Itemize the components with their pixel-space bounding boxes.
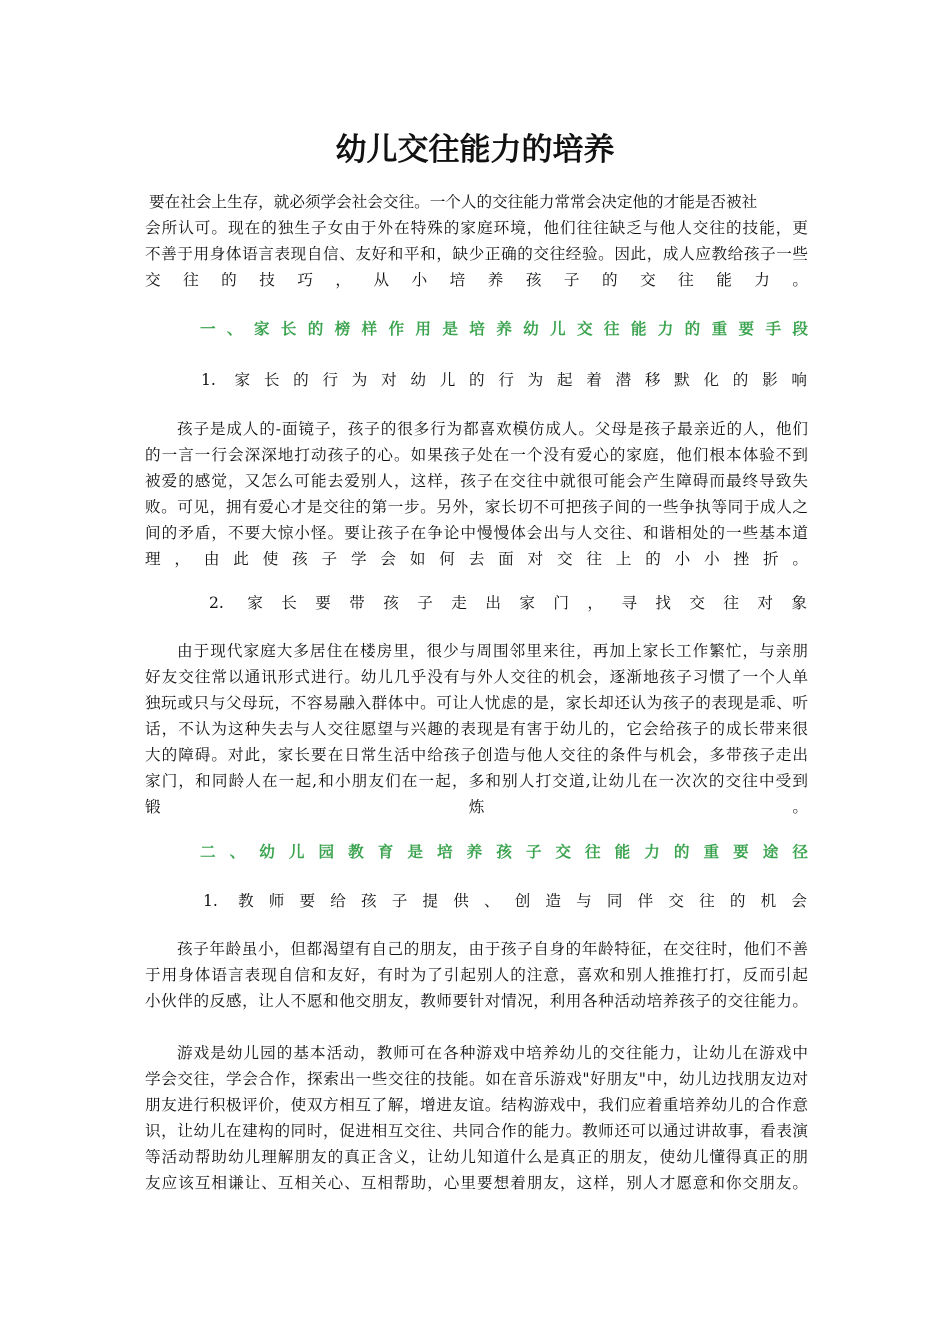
intro-line-2: 会所认可。现在的独生子女由于外在特殊的家庭环境，他们往往缺乏与他人交往的技能，更	[145, 219, 808, 237]
s21-line-3: 小伙伴的反感，让人不愿和他交朋友，教师要针对情况，利用各种活动培养孩子的交往能力。	[145, 992, 808, 1010]
s11-line-1: 孩子是成人的-面镜子，孩子的很多行为都喜欢模仿成人。父母是孩子最亲近的人，他们	[177, 420, 808, 438]
s11-line-5: 间的矛盾，不要大惊小怪。要让孩子在争论中慢慢体会出与人交往、和谐相处的一些基本道	[145, 524, 808, 542]
s21b-line-2: 学会交往，学会合作，探索出一些交往的技能。如在音乐游戏"好朋友"中，幼儿边找朋友边对	[145, 1070, 808, 1088]
s12-line-1: 由于现代家庭大多居住在楼房里，很少与周围邻里来往，再加上家长工作繁忙，与亲朋	[177, 642, 808, 660]
s11-line-6: 理，由此使孩子学会如何去面对交往上的小小挫折。	[145, 550, 808, 568]
s21b-line-5: 等活动帮助幼儿理解朋友的真正含义，让幼儿知道什么是真正的朋友，使幼儿懂得真正的朋	[145, 1148, 808, 1166]
intro-line-3: 不善于用身体语言表现自信、友好和平和，缺少正确的交往经验。因此，成人应教给孩子一些	[145, 245, 808, 263]
section-2-sub-1-body	[145, 936, 808, 1014]
section-2-heading: 二、幼儿园教育是培养孩子交往能力的重要途径	[200, 842, 808, 861]
s11-line-4: 败。可见，拥有爱心才是交往的第一步。另外，家长切不可把孩子间的一些争执等同于成人之	[145, 498, 808, 516]
s12-line-2: 好友交往常以通讯形式进行。幼儿几乎没有与外人交往的机会，逐渐地孩子习惯了一个人单	[145, 668, 808, 686]
section-1-sub-1-body	[145, 416, 808, 572]
s21-line-1: 孩子年龄虽小，但都渴望有自己的朋友，由于孩子自身的年龄特征，在交往时，他们不善	[177, 940, 808, 958]
s11-line-3: 被爱的感觉，又怎么可能去爱别人，这样，孩子在交往中就很可能会产生障碍而最终导致失	[145, 472, 808, 490]
section-1-sub-1-title: 1. 家长的行为对幼儿的行为起着潜移默化的影响	[201, 371, 807, 389]
s12-line-7: 锻炼。	[145, 798, 808, 816]
section-2-sub-1-body-2	[145, 1040, 808, 1196]
section-1-sub-2-body	[145, 638, 808, 820]
s21b-line-4: 识，让幼儿在建构的同时，促进相互交往、共同合作的能力。教师还可以通过讲故事，看表演	[145, 1122, 808, 1140]
section-1-heading: 一、家长的榜样作用是培养幼儿交往能力的重要手段	[200, 319, 808, 338]
section-1-sub-2-title: 2. 家长要带孩子走出家门，寻找交往对象	[209, 594, 807, 612]
s21b-line-1: 游戏是幼儿园的基本活动，教师可在各种游戏中培养幼儿的交往能力，让幼儿在游戏中	[177, 1044, 808, 1062]
s21b-line-6: 友应该互相谦让、互相关心、互相帮助，心里要想着朋友，这样，别人才愿意和你交朋友。	[145, 1174, 808, 1192]
s12-line-3: 独玩或只与父母玩，不容易融入群体中。可让人忧虑的是，家长却还认为孩子的表现是乖、听	[145, 694, 808, 712]
intro-line-4: 交往的技巧，从小培养孩子的交往能力。	[145, 271, 808, 289]
s11-line-2: 的一言一行会深深地打动孩子的心。如果孩子处在一个没有爱心的家庭，他们根本体验不到	[145, 446, 808, 464]
s21-line-2: 于用身体语言表现自信和友好，有时为了引起别人的注意，喜欢和别人推推打打，反而引起	[145, 966, 808, 984]
intro-paragraph	[145, 189, 808, 293]
intro-line-1: 要在社会上生存，就必须学会社会交往。一个人的交往能力常常会决定他的才能是否被社	[149, 193, 758, 211]
s12-line-4: 话，不认为这种失去与人交往愿望与兴趣的表现是有害于幼儿的，它会给孩子的成长带来很	[145, 720, 808, 738]
s12-line-6: 家门，和同龄人在一起,和小朋友们在一起，多和别人打交道,让幼儿在一次次的交往中受到	[145, 772, 808, 790]
section-2-sub-1-title: 1. 教师要给孩子提供、创造与同伴交往的机会	[203, 892, 807, 910]
s21b-line-3: 朋友进行积极评价，使双方相互了解，增进友谊。结构游戏中，我们应着重培养幼儿的合作意	[145, 1096, 808, 1114]
s12-line-5: 大的障碍。对此，家长要在日常生活中给孩子创造与他人交往的条件与机会，多带孩子走出	[145, 746, 808, 764]
document-title: 幼儿交往能力的培养	[335, 132, 615, 168]
